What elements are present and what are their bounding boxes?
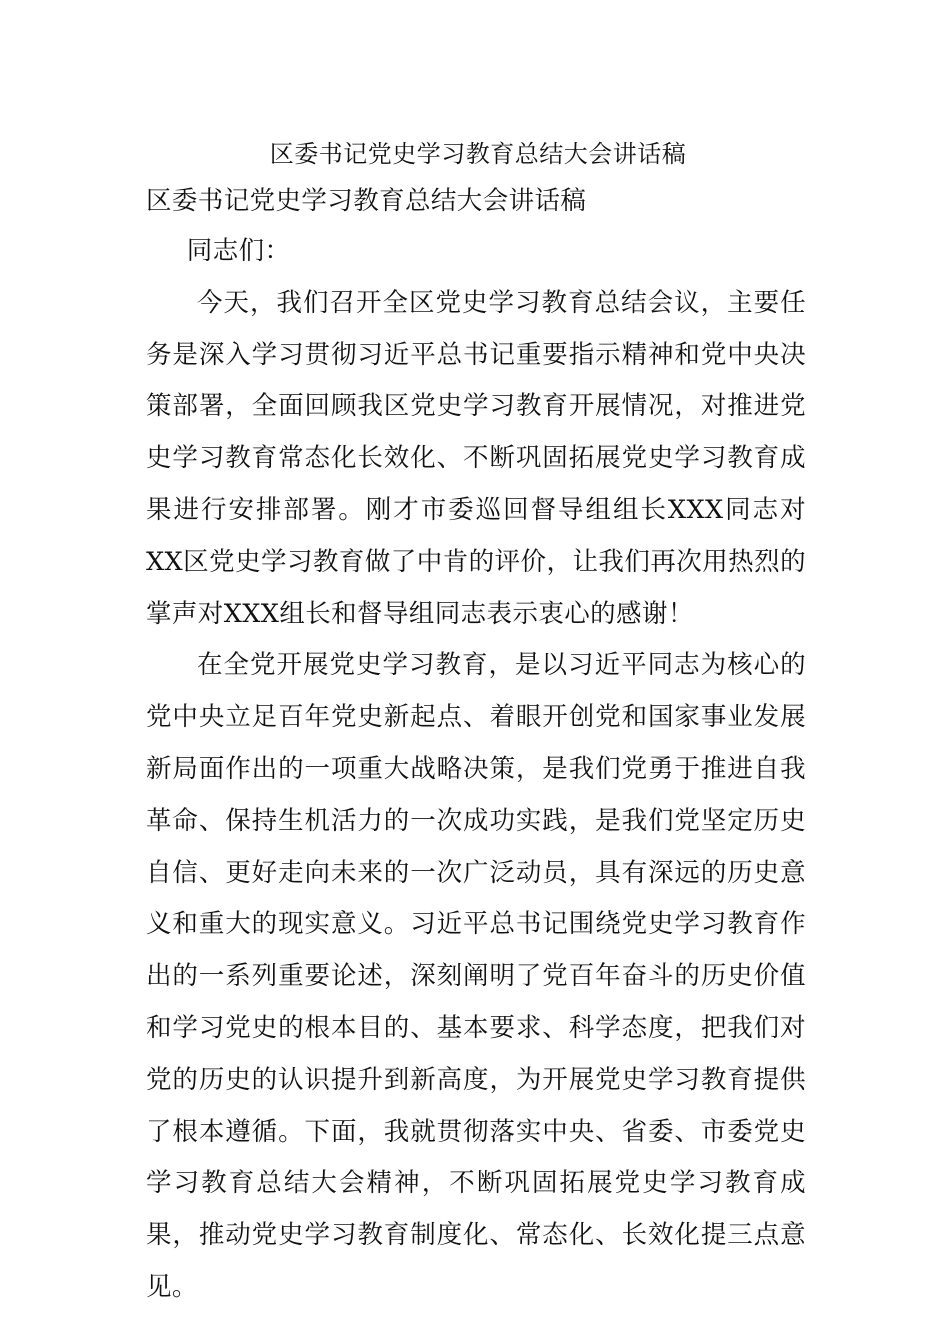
salutation: 同志们： <box>186 236 291 266</box>
document-subtitle: 区委书记党史学习教育总结大会讲话稿 <box>146 186 587 216</box>
document-title: 区委书记党史学习教育总结大会讲话稿 <box>269 140 687 168</box>
paragraph-1: 今天，我们召开全区党史学习教育总结会议，主要任务是深入学习贯彻习近平总书记重要指示精神和党中央决策部署，全面回顾我区党史学习教育开展情况，对推进党史学习教育常态化长效化、不断巩固拓展党史学习教育成果进行安排部署。刚才市委巡回督导组组长XXX同志对XX区党史学习教育做了中肯的评价，让我们再次用热烈的掌声对XXX组长和督导组同志表示衷心的感谢！ <box>146 287 806 629</box>
paragraph-2: 在全党开展党史学习教育，是以习近平同志为核心的党中央立足百年党史新起点、着眼开创党和国家事业发展新局面作出的一项重大战略决策，是我们党勇于推进自我革命、保持生机活力的一次成功实践，是我们党坚定历史自信、更好走向未来的一次广泛动员，具有深远的历史意义和重大的现实意义。习近平总书记围绕党史学习教育作出的一系列重要论述，深刻阐明了党百年奋斗的历史价值和学习党史的根本目的、基本要求、科学态度，把我们对党的历史的认识提升到新高度，为开展党史学习教育提供了根本遵循。下面，我就贯彻落实中央、省委、市委党史学习教育总结大会精神，不断巩固拓展党史学习教育成果，推动党史学习教育制度化、常态化、长效化提三点意见。 <box>146 650 806 1302</box>
document-body <box>146 226 806 1314</box>
